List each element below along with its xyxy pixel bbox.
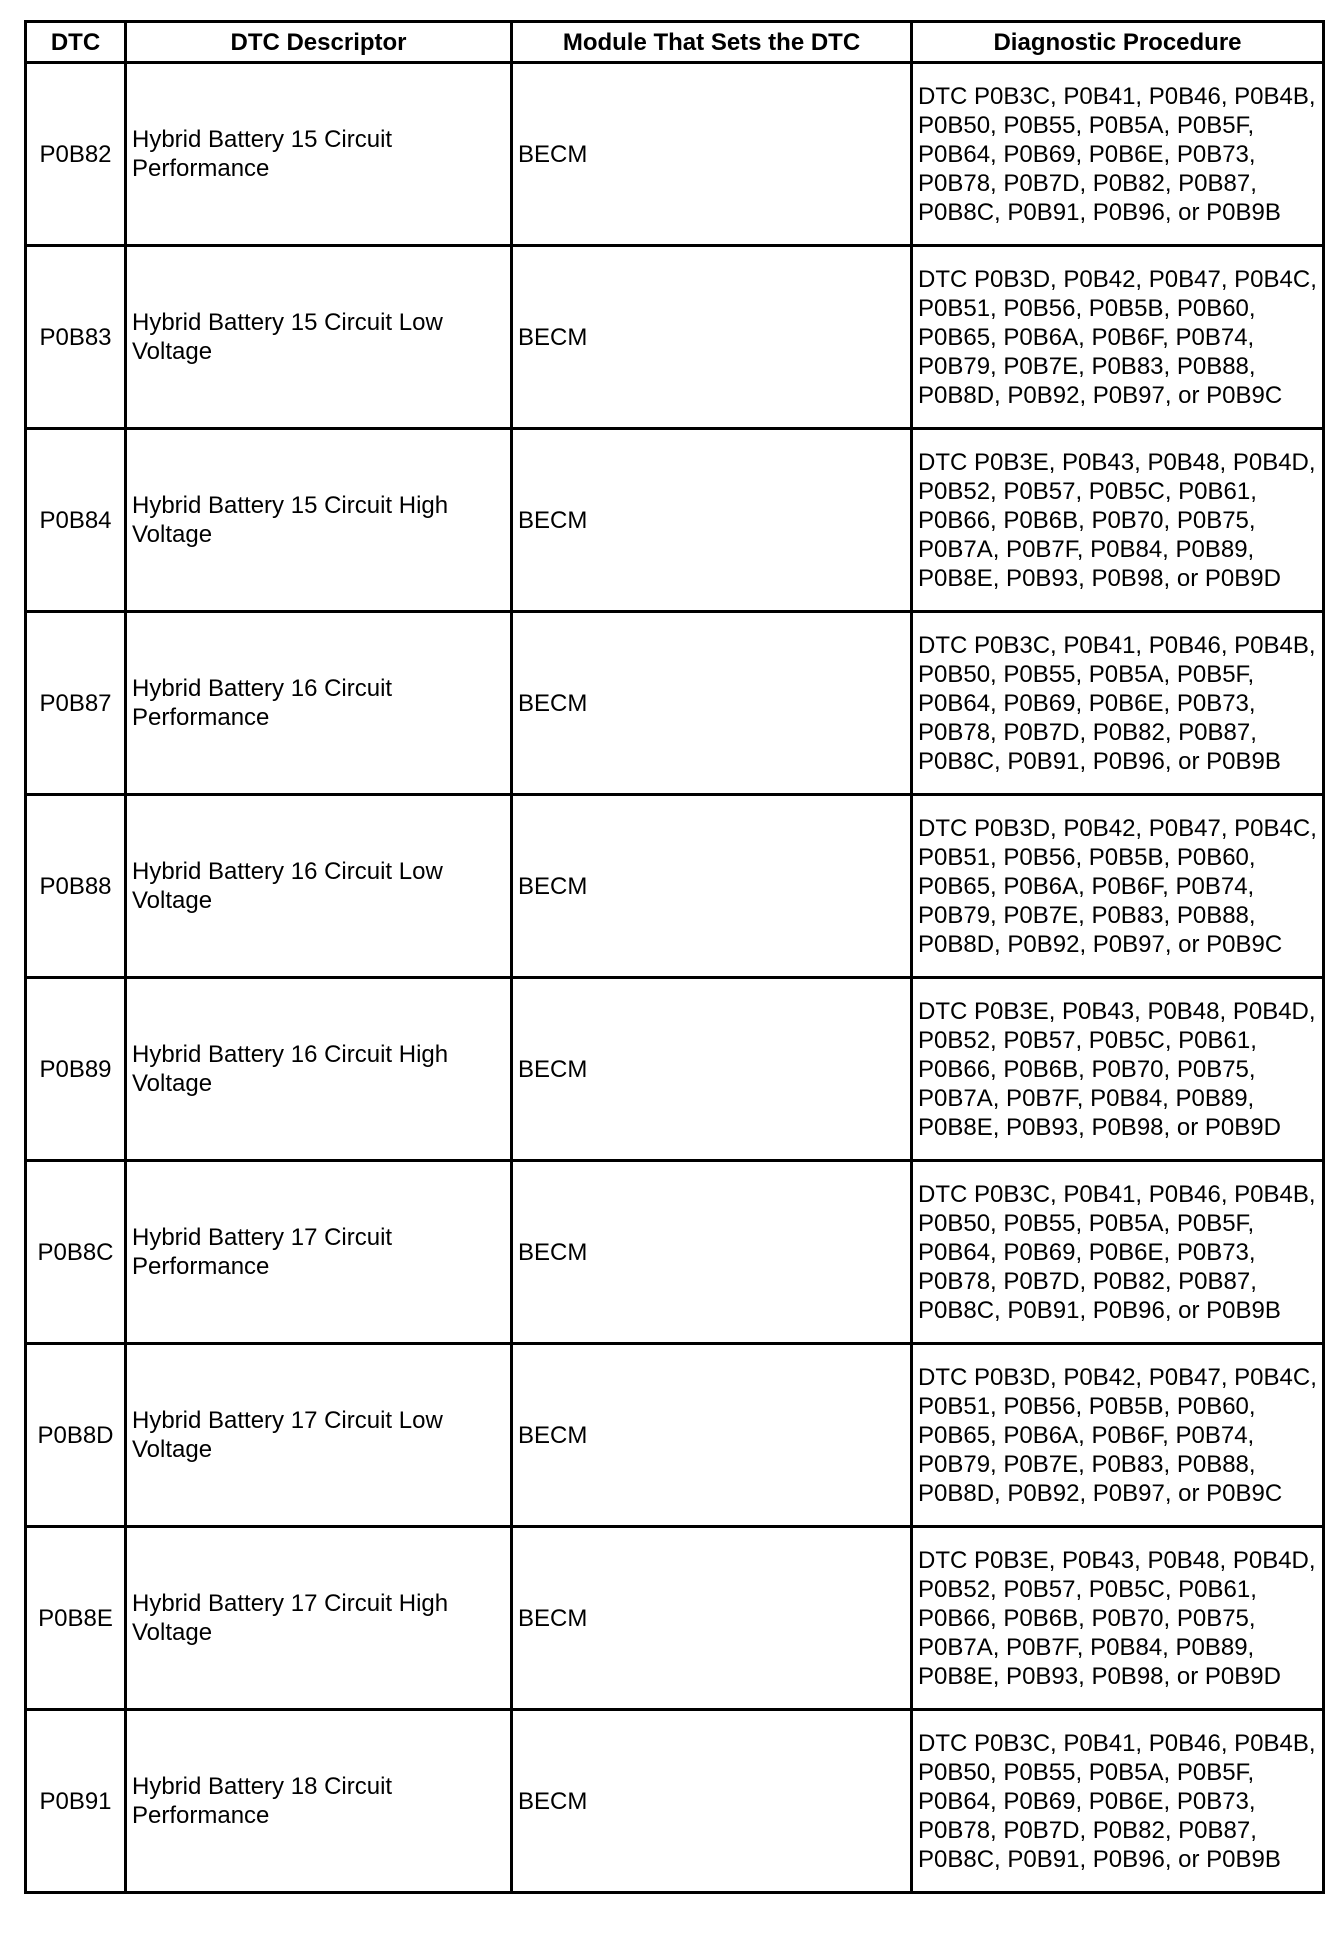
- dtc-module: BECM: [512, 978, 912, 1161]
- dtc-module: BECM: [512, 795, 912, 978]
- dtc-code: P0B89: [26, 978, 126, 1161]
- dtc-code: P0B84: [26, 429, 126, 612]
- dtc-table: [24, 20, 1325, 1894]
- dtc-code: P0B8E: [26, 1527, 126, 1710]
- table-row: [26, 978, 1324, 1161]
- table-row: [26, 1344, 1324, 1527]
- table-row: [26, 246, 1324, 429]
- dtc-code: P0B87: [26, 612, 126, 795]
- table-row: [26, 1710, 1324, 1893]
- diagnostic-procedure: DTC P0B3E, P0B43, P0B48, P0B4D, P0B52, P0B57, P0B5C, P0B61, P0B66, P0B6B, P0B70, P0B75, P0B7A, P0B7F, P0B84, P0B89, P0B8E, P0B93, P0B98, or P0B9D: [912, 978, 1324, 1161]
- diagnostic-procedure: DTC P0B3C, P0B41, P0B46, P0B4B, P0B50, P0B55, P0B5A, P0B5F, P0B64, P0B69, P0B6E, P0B73, P0B78, P0B7D, P0B82, P0B87, P0B8C, P0B91, P0B96, or P0B9B: [912, 1710, 1324, 1893]
- dtc-module: BECM: [512, 246, 912, 429]
- header-module: Module That Sets the DTC: [512, 22, 912, 63]
- dtc-descriptor: Hybrid Battery 16 Circuit High Voltage: [126, 978, 512, 1161]
- dtc-descriptor: Hybrid Battery 16 Circuit Low Voltage: [126, 795, 512, 978]
- dtc-descriptor: Hybrid Battery 15 Circuit Low Voltage: [126, 246, 512, 429]
- dtc-descriptor: Hybrid Battery 17 Circuit Performance: [126, 1161, 512, 1344]
- table-row: [26, 63, 1324, 246]
- table-row: [26, 1161, 1324, 1344]
- diagnostic-procedure: DTC P0B3C, P0B41, P0B46, P0B4B, P0B50, P0B55, P0B5A, P0B5F, P0B64, P0B69, P0B6E, P0B73, P0B78, P0B7D, P0B82, P0B87, P0B8C, P0B91, P0B96, or P0B9B: [912, 612, 1324, 795]
- diagnostic-procedure: DTC P0B3C, P0B41, P0B46, P0B4B, P0B50, P0B55, P0B5A, P0B5F, P0B64, P0B69, P0B6E, P0B73, P0B78, P0B7D, P0B82, P0B87, P0B8C, P0B91, P0B96, or P0B9B: [912, 63, 1324, 246]
- dtc-descriptor: Hybrid Battery 15 Circuit Performance: [126, 63, 512, 246]
- header-dtc: DTC: [26, 22, 126, 63]
- diagnostic-procedure: DTC P0B3C, P0B41, P0B46, P0B4B, P0B50, P0B55, P0B5A, P0B5F, P0B64, P0B69, P0B6E, P0B73, P0B78, P0B7D, P0B82, P0B87, P0B8C, P0B91, P0B96, or P0B9B: [912, 1161, 1324, 1344]
- diagnostic-procedure: DTC P0B3D, P0B42, P0B47, P0B4C, P0B51, P0B56, P0B5B, P0B60, P0B65, P0B6A, P0B6F, P0B74, P0B79, P0B7E, P0B83, P0B88, P0B8D, P0B92, P0B97, or P0B9C: [912, 795, 1324, 978]
- dtc-code: P0B8C: [26, 1161, 126, 1344]
- dtc-module: BECM: [512, 1710, 912, 1893]
- dtc-code: P0B83: [26, 246, 126, 429]
- dtc-descriptor: Hybrid Battery 15 Circuit High Voltage: [126, 429, 512, 612]
- table-row: [26, 795, 1324, 978]
- table-header: [26, 22, 1324, 63]
- dtc-descriptor: Hybrid Battery 18 Circuit Performance: [126, 1710, 512, 1893]
- dtc-code: P0B8D: [26, 1344, 126, 1527]
- dtc-module: BECM: [512, 1344, 912, 1527]
- header-procedure: Diagnostic Procedure: [912, 22, 1324, 63]
- table-row: [26, 612, 1324, 795]
- dtc-code: P0B82: [26, 63, 126, 246]
- dtc-descriptor: Hybrid Battery 16 Circuit Performance: [126, 612, 512, 795]
- diagnostic-procedure: DTC P0B3D, P0B42, P0B47, P0B4C, P0B51, P0B56, P0B5B, P0B60, P0B65, P0B6A, P0B6F, P0B74, P0B79, P0B7E, P0B83, P0B88, P0B8D, P0B92, P0B97, or P0B9C: [912, 1344, 1324, 1527]
- dtc-module: BECM: [512, 63, 912, 246]
- dtc-code: P0B88: [26, 795, 126, 978]
- table-body: [26, 63, 1324, 1893]
- dtc-module: BECM: [512, 429, 912, 612]
- dtc-descriptor: Hybrid Battery 17 Circuit Low Voltage: [126, 1344, 512, 1527]
- dtc-module: BECM: [512, 1161, 912, 1344]
- diagnostic-procedure: DTC P0B3D, P0B42, P0B47, P0B4C, P0B51, P0B56, P0B5B, P0B60, P0B65, P0B6A, P0B6F, P0B74, P0B79, P0B7E, P0B83, P0B88, P0B8D, P0B92, P0B97, or P0B9C: [912, 246, 1324, 429]
- table-row: [26, 429, 1324, 612]
- dtc-module: BECM: [512, 1527, 912, 1710]
- header-row: [26, 22, 1324, 63]
- dtc-descriptor: Hybrid Battery 17 Circuit High Voltage: [126, 1527, 512, 1710]
- diagnostic-procedure: DTC P0B3E, P0B43, P0B48, P0B4D, P0B52, P0B57, P0B5C, P0B61, P0B66, P0B6B, P0B70, P0B75, P0B7A, P0B7F, P0B84, P0B89, P0B8E, P0B93, P0B98, or P0B9D: [912, 1527, 1324, 1710]
- header-descriptor: DTC Descriptor: [126, 22, 512, 63]
- dtc-module: BECM: [512, 612, 912, 795]
- dtc-code: P0B91: [26, 1710, 126, 1893]
- table-row: [26, 1527, 1324, 1710]
- diagnostic-procedure: DTC P0B3E, P0B43, P0B48, P0B4D, P0B52, P0B57, P0B5C, P0B61, P0B66, P0B6B, P0B70, P0B75, P0B7A, P0B7F, P0B84, P0B89, P0B8E, P0B93, P0B98, or P0B9D: [912, 429, 1324, 612]
